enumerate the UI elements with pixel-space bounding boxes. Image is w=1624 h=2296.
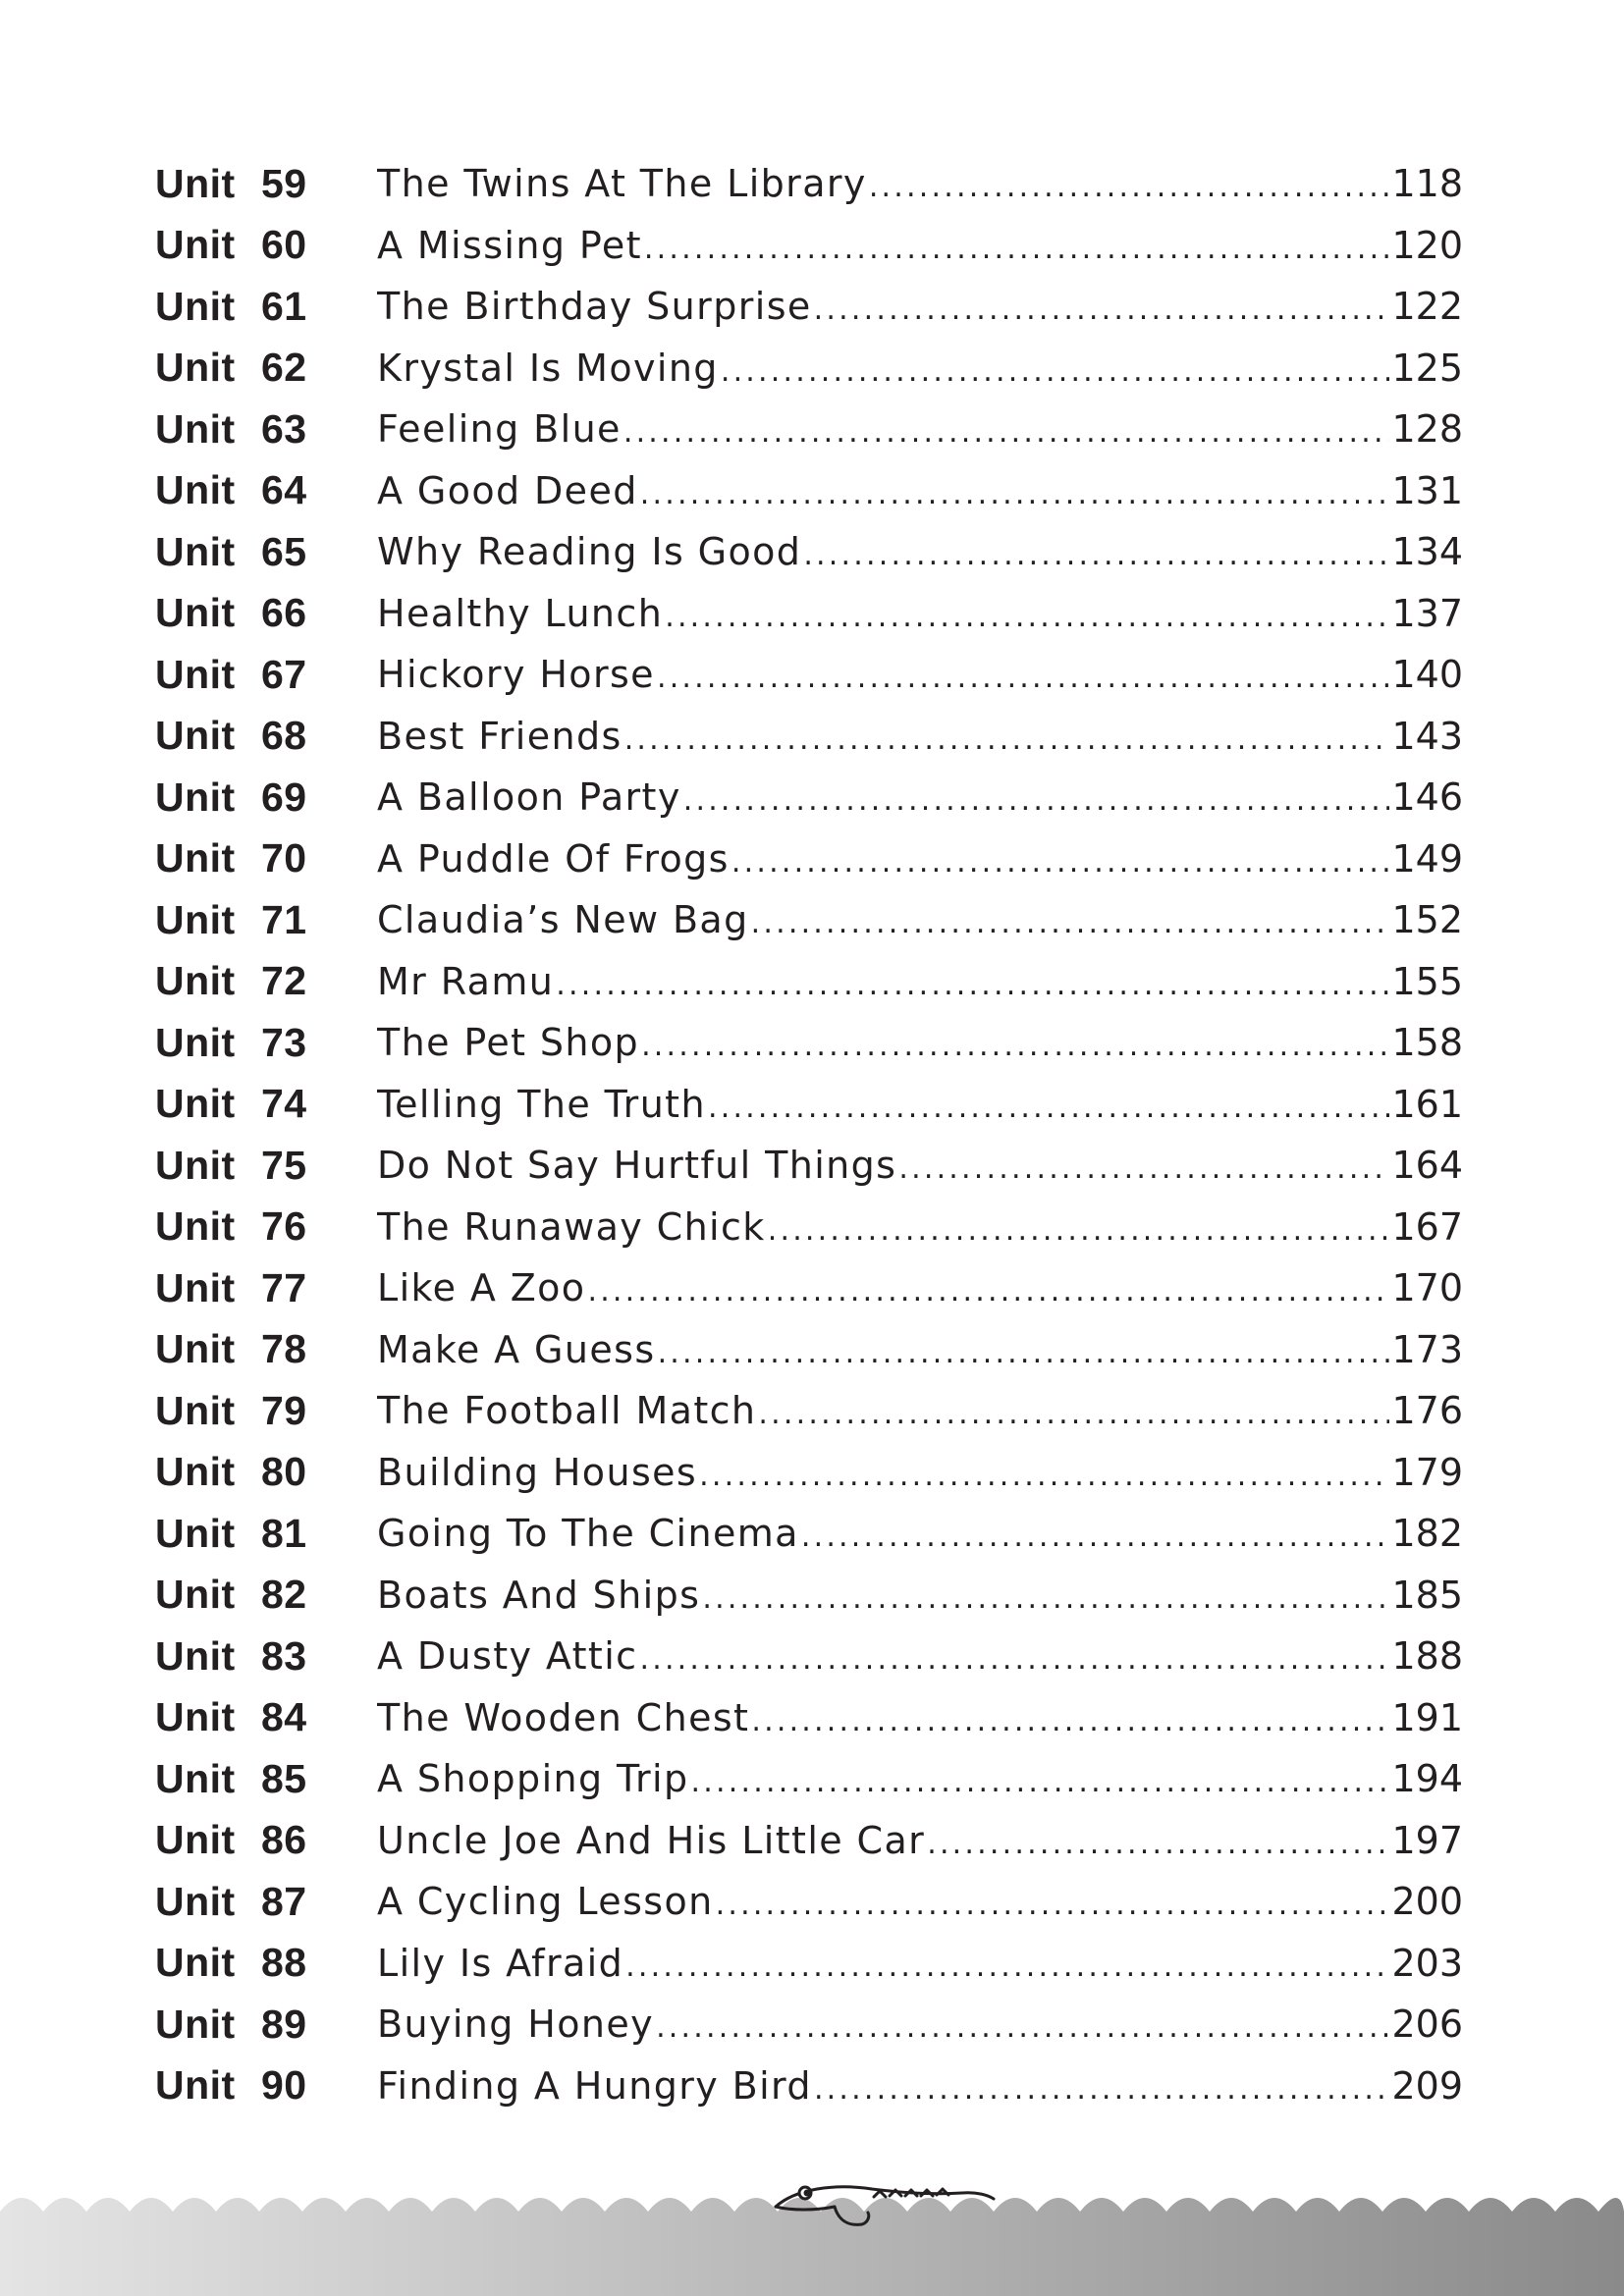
title-wrap bbox=[377, 2002, 1389, 2046]
unit-number: 66 bbox=[261, 590, 307, 636]
toc-entry[interactable] bbox=[155, 1442, 1463, 1504]
unit-label bbox=[155, 1940, 377, 1986]
page-number: 137 bbox=[1391, 591, 1463, 635]
unit-title: Claudia’s New Bag bbox=[377, 898, 749, 942]
title-wrap bbox=[377, 224, 1389, 267]
title-wrap bbox=[377, 898, 1389, 941]
unit-label bbox=[155, 1694, 377, 1740]
unit-label bbox=[155, 222, 377, 268]
unit-label bbox=[155, 774, 377, 821]
unit-word: Unit bbox=[155, 1081, 236, 1127]
dot-leader bbox=[898, 1154, 1389, 1184]
page-number: 188 bbox=[1391, 1634, 1463, 1679]
unit-label bbox=[155, 590, 377, 636]
toc-entry[interactable] bbox=[155, 460, 1463, 522]
dot-leader bbox=[721, 357, 1390, 387]
unit-word: Unit bbox=[155, 713, 236, 759]
page-number: 122 bbox=[1391, 285, 1463, 329]
toc-entry[interactable] bbox=[155, 767, 1463, 828]
unit-word: Unit bbox=[155, 1694, 236, 1740]
page-number: 197 bbox=[1391, 1818, 1463, 1862]
page-number: 134 bbox=[1391, 530, 1463, 574]
page-number: 118 bbox=[1391, 162, 1463, 206]
unit-word: Unit bbox=[155, 896, 236, 942]
title-wrap bbox=[377, 1942, 1389, 1985]
page-number: 152 bbox=[1391, 898, 1463, 942]
toc-entry[interactable] bbox=[155, 1626, 1463, 1687]
unit-word: Unit bbox=[155, 651, 236, 697]
unit-label bbox=[155, 1817, 377, 1863]
unit-label bbox=[155, 2002, 377, 2048]
unit-label bbox=[155, 1143, 377, 1189]
toc-entry[interactable] bbox=[155, 951, 1463, 1013]
unit-number: 78 bbox=[261, 1326, 307, 1372]
unit-label bbox=[155, 1265, 377, 1311]
unit-label bbox=[155, 1020, 377, 1066]
toc-entry[interactable] bbox=[155, 1319, 1463, 1381]
unit-title: Hickory Horse bbox=[377, 653, 655, 697]
unit-number: 81 bbox=[261, 1510, 307, 1556]
unit-word: Unit bbox=[155, 1940, 236, 1986]
unit-number: 79 bbox=[261, 1387, 307, 1433]
unit-number: 87 bbox=[261, 1878, 307, 1924]
unit-title: A Dusty Attic bbox=[377, 1634, 638, 1679]
page-number: 161 bbox=[1391, 1082, 1463, 1126]
title-wrap bbox=[377, 1634, 1389, 1678]
unit-number: 59 bbox=[261, 160, 307, 206]
page-number: 140 bbox=[1391, 653, 1463, 697]
unit-title: Going To The Cinema bbox=[377, 1512, 799, 1556]
toc-entry[interactable] bbox=[155, 153, 1463, 215]
title-wrap bbox=[377, 775, 1389, 819]
toc-entry[interactable] bbox=[155, 583, 1463, 645]
page-number: 173 bbox=[1391, 1327, 1463, 1371]
page-number: 164 bbox=[1391, 1144, 1463, 1188]
toc-entry[interactable] bbox=[155, 828, 1463, 890]
dot-leader bbox=[716, 1891, 1390, 1920]
unit-label bbox=[155, 1511, 377, 1557]
unit-word: Unit bbox=[155, 590, 236, 636]
unit-word: Unit bbox=[155, 467, 236, 513]
dot-leader bbox=[624, 725, 1390, 755]
unit-number: 72 bbox=[261, 958, 307, 1004]
dot-leader bbox=[641, 1032, 1389, 1061]
page-number: 191 bbox=[1391, 1695, 1463, 1739]
page-number: 179 bbox=[1391, 1450, 1463, 1494]
page-number: 131 bbox=[1391, 468, 1463, 512]
unit-number: 64 bbox=[261, 467, 307, 513]
page-number: 167 bbox=[1391, 1204, 1463, 1249]
unit-number: 68 bbox=[261, 713, 307, 759]
unit-title: The Twins At The Library bbox=[377, 162, 867, 206]
unit-word: Unit bbox=[155, 1264, 236, 1310]
dot-leader bbox=[801, 1522, 1390, 1552]
dot-leader bbox=[708, 1094, 1390, 1123]
title-wrap bbox=[377, 1021, 1389, 1064]
toc-entry[interactable] bbox=[155, 1503, 1463, 1565]
toc-entry[interactable] bbox=[155, 276, 1463, 338]
title-wrap bbox=[377, 1757, 1389, 1800]
toc-entry[interactable] bbox=[155, 1687, 1463, 1749]
page-number: 155 bbox=[1391, 959, 1463, 1003]
page-number: 182 bbox=[1391, 1512, 1463, 1556]
dot-leader bbox=[665, 603, 1389, 632]
unit-number: 85 bbox=[261, 1755, 307, 1801]
unit-label bbox=[155, 161, 377, 207]
unit-word: Unit bbox=[155, 1203, 236, 1250]
unit-label bbox=[155, 1081, 377, 1127]
unit-number: 60 bbox=[261, 222, 307, 268]
dot-leader bbox=[699, 1462, 1389, 1491]
unit-title: The Wooden Chest bbox=[377, 1695, 750, 1739]
unit-word: Unit bbox=[155, 1878, 236, 1924]
unit-label bbox=[155, 652, 377, 698]
unit-label bbox=[155, 1879, 377, 1925]
unit-label bbox=[155, 529, 377, 575]
unit-title: The Runaway Chick bbox=[377, 1204, 766, 1249]
title-wrap bbox=[377, 653, 1389, 696]
unit-label bbox=[155, 345, 377, 391]
title-wrap bbox=[377, 1266, 1389, 1309]
dot-leader bbox=[814, 2075, 1390, 2105]
unit-number: 77 bbox=[261, 1264, 307, 1310]
unit-word: Unit bbox=[155, 1387, 236, 1433]
title-wrap bbox=[377, 162, 1389, 205]
title-wrap bbox=[377, 1205, 1389, 1249]
dot-leader bbox=[625, 1952, 1389, 1982]
unit-label bbox=[155, 713, 377, 759]
unit-number: 89 bbox=[261, 2001, 307, 2047]
unit-label bbox=[155, 1326, 377, 1372]
unit-title: Boats And Ships bbox=[377, 1573, 701, 1617]
unit-label bbox=[155, 835, 377, 881]
unit-title: The Pet Shop bbox=[377, 1021, 640, 1065]
toc-entry[interactable] bbox=[155, 521, 1463, 583]
unit-number: 84 bbox=[261, 1694, 307, 1740]
unit-number: 90 bbox=[261, 2062, 307, 2109]
page-number: 200 bbox=[1391, 1880, 1463, 1924]
unit-title: Do Not Say Hurtful Things bbox=[377, 1144, 897, 1188]
unit-number: 80 bbox=[261, 1449, 307, 1495]
unit-number: 65 bbox=[261, 528, 307, 574]
unit-word: Unit bbox=[155, 1019, 236, 1065]
toc-entry[interactable] bbox=[155, 1074, 1463, 1136]
title-wrap bbox=[377, 1451, 1389, 1494]
dot-leader bbox=[702, 1584, 1389, 1614]
unit-word: Unit bbox=[155, 222, 236, 268]
unit-number: 82 bbox=[261, 1572, 307, 1618]
unit-word: Unit bbox=[155, 1449, 236, 1495]
unit-title: The Birthday Surprise bbox=[377, 285, 812, 329]
unit-label bbox=[155, 897, 377, 943]
dot-leader bbox=[803, 541, 1389, 570]
unit-title: A Puddle Of Frogs bbox=[377, 836, 730, 881]
toc-entry[interactable] bbox=[155, 2056, 1463, 2117]
dot-leader bbox=[657, 664, 1390, 693]
unit-number: 61 bbox=[261, 283, 307, 329]
unit-word: Unit bbox=[155, 774, 236, 820]
title-wrap bbox=[377, 1880, 1389, 1923]
toc-entry[interactable] bbox=[155, 1565, 1463, 1627]
unit-label bbox=[155, 406, 377, 453]
dot-leader bbox=[556, 971, 1389, 1000]
dot-leader bbox=[587, 1277, 1389, 1307]
page-number: 194 bbox=[1391, 1757, 1463, 1801]
unit-number: 70 bbox=[261, 835, 307, 881]
toc-entry[interactable] bbox=[155, 1810, 1463, 1872]
dot-leader bbox=[731, 848, 1390, 878]
dot-leader bbox=[751, 909, 1390, 938]
unit-title: The Football Match bbox=[377, 1389, 757, 1433]
dot-leader bbox=[644, 235, 1390, 264]
unit-title: Best Friends bbox=[377, 714, 623, 758]
unit-title: A Missing Pet bbox=[377, 223, 642, 267]
unit-title: A Shopping Trip bbox=[377, 1757, 689, 1801]
toc-entry[interactable] bbox=[155, 1748, 1463, 1810]
unit-title: Why Reading Is Good bbox=[377, 530, 802, 574]
unit-label bbox=[155, 284, 377, 330]
unit-number: 83 bbox=[261, 1632, 307, 1679]
unit-word: Unit bbox=[155, 528, 236, 574]
dot-leader bbox=[869, 173, 1390, 202]
page-number: 143 bbox=[1391, 714, 1463, 758]
title-wrap bbox=[377, 530, 1389, 573]
unit-label bbox=[155, 2062, 377, 2109]
page-number: 206 bbox=[1391, 2002, 1463, 2047]
unit-word: Unit bbox=[155, 160, 236, 206]
unit-title: A Good Deed bbox=[377, 468, 638, 512]
crocodile-icon bbox=[766, 2150, 1001, 2238]
unit-word: Unit bbox=[155, 1326, 236, 1372]
unit-title: Uncle Joe And His Little Car bbox=[377, 1818, 926, 1862]
unit-title: Krystal Is Moving bbox=[377, 346, 719, 390]
unit-title: Healthy Lunch bbox=[377, 591, 664, 635]
unit-title: Lily Is Afraid bbox=[377, 1941, 624, 1985]
title-wrap bbox=[377, 960, 1389, 1003]
unit-label bbox=[155, 1388, 377, 1434]
page-number: 209 bbox=[1391, 2063, 1463, 2108]
unit-title: Buying Honey bbox=[377, 2002, 655, 2047]
title-wrap bbox=[377, 837, 1389, 881]
unit-title: Make A Guess bbox=[377, 1327, 656, 1371]
unit-word: Unit bbox=[155, 2001, 236, 2047]
table-of-contents bbox=[155, 153, 1463, 2116]
title-wrap bbox=[377, 715, 1389, 758]
page-number: 203 bbox=[1391, 1941, 1463, 1985]
title-wrap bbox=[377, 592, 1389, 635]
page-number: 170 bbox=[1391, 1266, 1463, 1310]
toc-entry[interactable] bbox=[155, 706, 1463, 768]
page-number: 158 bbox=[1391, 1021, 1463, 1065]
unit-label bbox=[155, 958, 377, 1004]
title-wrap bbox=[377, 2064, 1389, 2108]
unit-word: Unit bbox=[155, 1572, 236, 1618]
unit-title: Building Houses bbox=[377, 1450, 698, 1494]
unit-label bbox=[155, 467, 377, 513]
unit-number: 76 bbox=[261, 1203, 307, 1250]
dot-leader bbox=[683, 786, 1390, 816]
toc-entry[interactable] bbox=[155, 889, 1463, 951]
unit-label bbox=[155, 1449, 377, 1495]
dot-leader bbox=[639, 1645, 1389, 1675]
toc-entry[interactable] bbox=[155, 215, 1463, 277]
toc-entry[interactable] bbox=[155, 1994, 1463, 2056]
unit-word: Unit bbox=[155, 1755, 236, 1801]
dot-leader bbox=[691, 1768, 1390, 1797]
dot-leader bbox=[623, 418, 1390, 448]
page-number: 128 bbox=[1391, 407, 1463, 452]
unit-word: Unit bbox=[155, 835, 236, 881]
title-wrap bbox=[377, 1512, 1389, 1555]
unit-title: Finding A Hungry Bird bbox=[377, 2063, 812, 2108]
unit-number: 73 bbox=[261, 1019, 307, 1065]
unit-word: Unit bbox=[155, 345, 236, 391]
unit-number: 74 bbox=[261, 1081, 307, 1127]
toc-entry[interactable] bbox=[155, 1012, 1463, 1074]
unit-title: Mr Ramu bbox=[377, 959, 555, 1003]
dot-leader bbox=[640, 480, 1390, 509]
unit-word: Unit bbox=[155, 1632, 236, 1679]
page-number: 125 bbox=[1391, 346, 1463, 390]
unit-title: Feeling Blue bbox=[377, 407, 622, 452]
unit-word: Unit bbox=[155, 1142, 236, 1188]
unit-word: Unit bbox=[155, 2062, 236, 2109]
title-wrap bbox=[377, 1696, 1389, 1739]
dot-leader bbox=[658, 1339, 1390, 1368]
unit-word: Unit bbox=[155, 283, 236, 329]
toc-entry[interactable] bbox=[155, 1933, 1463, 1995]
title-wrap bbox=[377, 1819, 1389, 1862]
unit-label bbox=[155, 1203, 377, 1250]
page-number: 176 bbox=[1391, 1389, 1463, 1433]
toc-entry[interactable] bbox=[155, 644, 1463, 706]
dot-leader bbox=[656, 2013, 1389, 2043]
title-wrap bbox=[377, 469, 1389, 512]
title-wrap bbox=[377, 347, 1389, 390]
title-wrap bbox=[377, 1083, 1389, 1126]
unit-number: 86 bbox=[261, 1817, 307, 1863]
unit-word: Unit bbox=[155, 405, 236, 452]
title-wrap bbox=[377, 1574, 1389, 1617]
unit-number: 62 bbox=[261, 345, 307, 391]
dot-leader bbox=[751, 1707, 1389, 1736]
unit-label bbox=[155, 1633, 377, 1680]
unit-word: Unit bbox=[155, 1817, 236, 1863]
toc-entry[interactable] bbox=[155, 338, 1463, 400]
page-number: 146 bbox=[1391, 775, 1463, 820]
toc-entry[interactable] bbox=[155, 1871, 1463, 1933]
unit-title: Telling The Truth bbox=[377, 1082, 706, 1126]
toc-entry[interactable] bbox=[155, 1135, 1463, 1197]
unit-word: Unit bbox=[155, 1510, 236, 1556]
unit-title: Like A Zoo bbox=[377, 1266, 586, 1310]
dot-leader bbox=[768, 1216, 1390, 1246]
title-wrap bbox=[377, 285, 1389, 328]
toc-entry[interactable] bbox=[155, 1197, 1463, 1258]
toc-entry[interactable] bbox=[155, 1380, 1463, 1442]
unit-title: A Balloon Party bbox=[377, 775, 681, 820]
unit-word: Unit bbox=[155, 958, 236, 1004]
toc-entry[interactable] bbox=[155, 399, 1463, 460]
page-number: 149 bbox=[1391, 836, 1463, 881]
unit-label bbox=[155, 1756, 377, 1802]
dot-leader bbox=[758, 1400, 1389, 1429]
title-wrap bbox=[377, 407, 1389, 451]
unit-number: 69 bbox=[261, 774, 307, 820]
dot-leader bbox=[814, 295, 1390, 325]
unit-number: 88 bbox=[261, 1940, 307, 1986]
toc-entry[interactable] bbox=[155, 1257, 1463, 1319]
unit-number: 67 bbox=[261, 651, 307, 697]
unit-number: 75 bbox=[261, 1142, 307, 1188]
page-number: 120 bbox=[1391, 223, 1463, 267]
unit-number: 71 bbox=[261, 896, 307, 942]
dot-leader bbox=[927, 1830, 1389, 1859]
page-number: 185 bbox=[1391, 1573, 1463, 1617]
unit-number: 63 bbox=[261, 405, 307, 452]
title-wrap bbox=[377, 1328, 1389, 1371]
unit-label bbox=[155, 1572, 377, 1618]
unit-title: A Cycling Lesson bbox=[377, 1880, 714, 1924]
title-wrap bbox=[377, 1389, 1389, 1432]
title-wrap bbox=[377, 1144, 1389, 1187]
